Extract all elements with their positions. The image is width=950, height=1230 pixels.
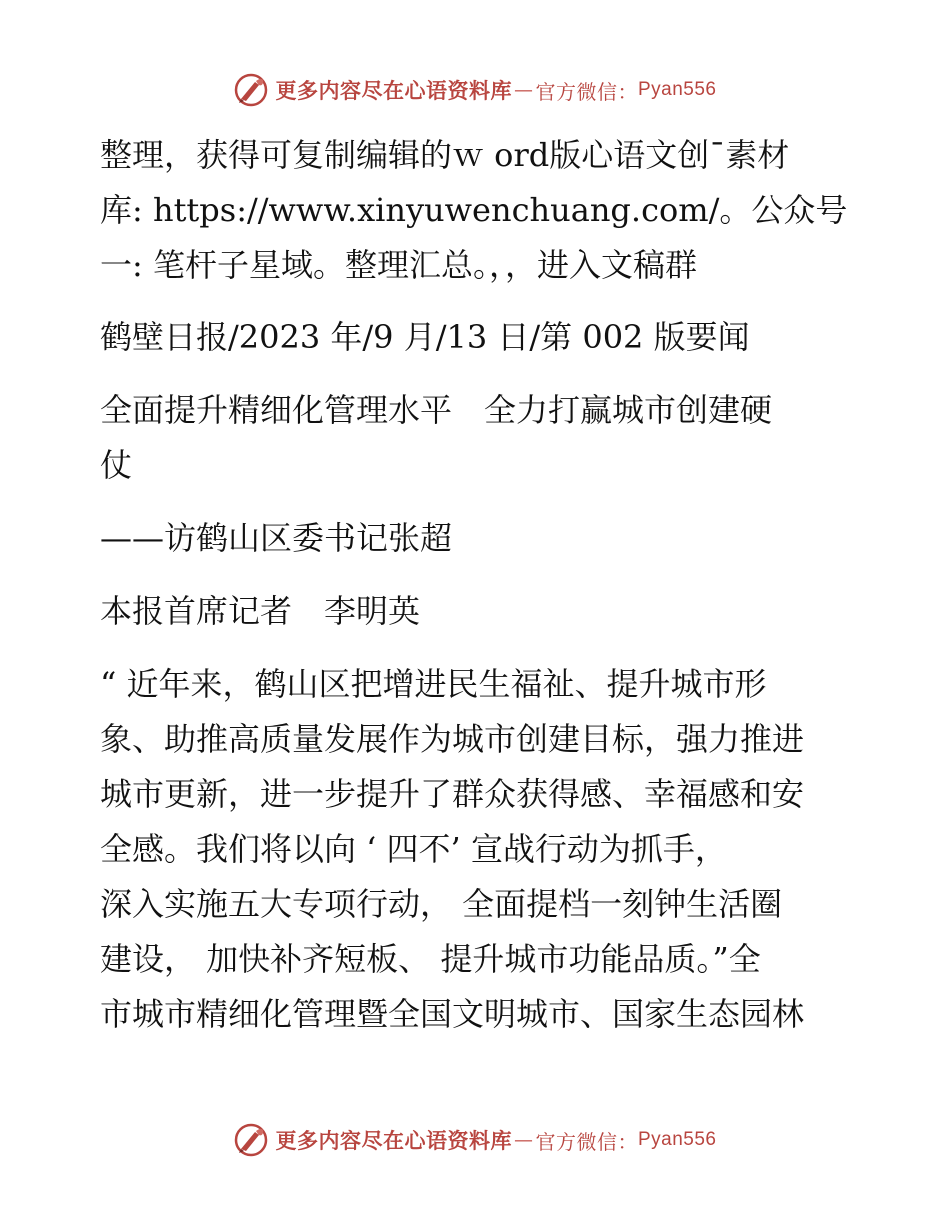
intro-line-2: 库: https://www.xinyuwenchuang.com/。公众号 bbox=[100, 191, 848, 229]
body-line-1: “ 近年来，鹤山区把增进民生福祉、提升城市形 bbox=[100, 665, 767, 703]
watermark-wechat-label: 官方微信： bbox=[535, 1129, 638, 1154]
pen-logo-icon bbox=[233, 72, 269, 108]
watermark-wechat-id: Pyan556 bbox=[637, 1129, 717, 1150]
pen-logo-icon bbox=[233, 1122, 269, 1158]
watermark-wechat-id: Pyan556 bbox=[637, 79, 717, 100]
footer-watermark bbox=[0, 1120, 950, 1160]
body-line-2: 象、助推高质量发展作为城市创建目标，强力推进 bbox=[100, 720, 805, 758]
dateline: 鹤壁日报/2023 年/9 月/13 日/第 002 版要闻 bbox=[100, 318, 750, 356]
headline-line-2: 仗 bbox=[100, 446, 133, 484]
headline-line-1: 全面提升精细化管理水平 全力打赢城市创建硬 bbox=[100, 391, 773, 429]
watermark-site-text: 更多内容尽在心语资料库 bbox=[275, 1129, 512, 1153]
watermark-wechat-label: 官方微信： bbox=[535, 79, 638, 104]
intro-line-3: 一: 笔杆子星域。整理汇总。，，进入文稿群 bbox=[100, 246, 697, 284]
watermark-separator: — bbox=[513, 79, 534, 101]
body-line-4: 全感。我们将以向 ‘ 四不’ 宣战行动为抓手， bbox=[100, 830, 727, 868]
header-watermark bbox=[0, 70, 950, 110]
document-body bbox=[100, 120, 870, 1042]
body-line-7: 市城市精细化管理暨全国文明城市、国家生态园林 bbox=[100, 995, 805, 1033]
body-line-6: 建设， 加快补齐短板、 提升城市功能品质。”全 bbox=[100, 940, 761, 978]
body-line-3: 城市更新，进一步提升了群众获得感、幸福感和安 bbox=[100, 775, 805, 813]
watermark-separator: — bbox=[513, 1129, 534, 1151]
watermark-site-text: 更多内容尽在心语资料库 bbox=[275, 79, 512, 103]
body-line-5: 深入实施五大专项行动， 全面提档一刻钟生活圈 bbox=[100, 885, 783, 923]
byline: 本报首席记者 李明英 bbox=[100, 592, 421, 630]
subtitle: ——访鹤山区委书记张超 bbox=[100, 519, 453, 557]
intro-line-1: 整理，获得可复制编辑的ｗ ord版心语文创¯素材 bbox=[100, 136, 790, 174]
